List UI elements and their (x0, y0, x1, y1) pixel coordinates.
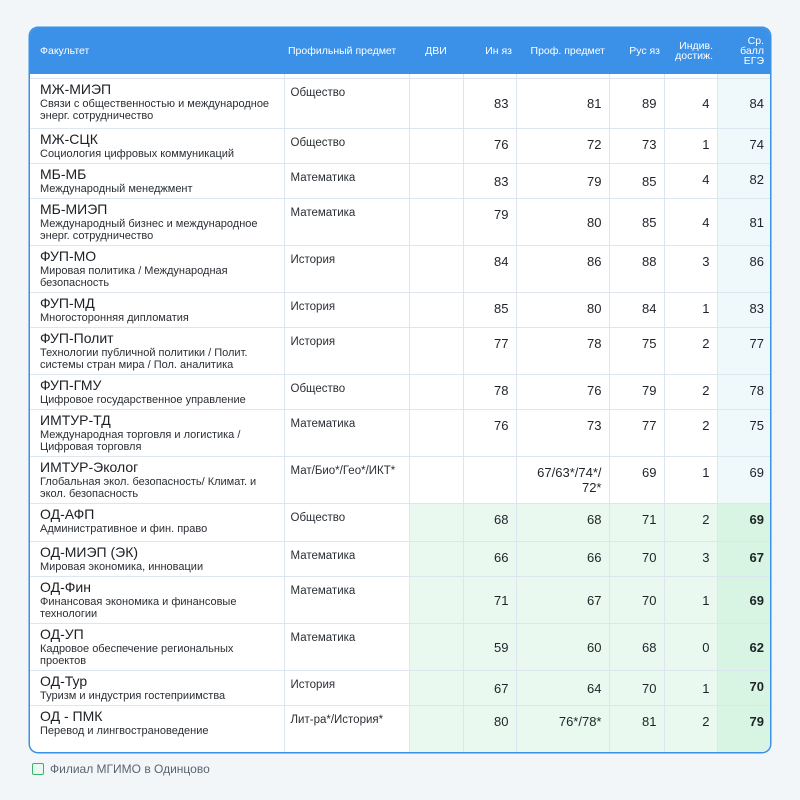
russian-cell: 73 (609, 129, 664, 164)
faculty-description: Административное и фин. право (40, 523, 208, 535)
faculty-cell (30, 129, 284, 164)
admission-scores-table (30, 28, 770, 752)
faculty-cell (30, 246, 284, 293)
russian-cell: 88 (609, 246, 664, 293)
individual-achievements-cell: 2 (664, 504, 717, 542)
dvi-cell (409, 293, 463, 328)
faculty-code: ИМТУР-ТД (40, 412, 111, 428)
legend (32, 762, 210, 776)
faculty-description: Перевод и лингвострановедение (40, 725, 209, 737)
faculty-cell (30, 293, 284, 328)
individual-achievements-cell: 2 (664, 375, 717, 410)
faculty-code: ОД-УП (40, 626, 84, 642)
foreign-language-cell: 83 (463, 79, 516, 129)
dvi-cell (409, 504, 463, 542)
table-row (30, 504, 770, 542)
profile-subject-cell: Мат/Био*/Гео*/ИКТ* (284, 457, 409, 504)
individual-achievements-cell: 1 (664, 577, 717, 624)
header-profile-subject[interactable]: Профильный предмет (284, 28, 409, 74)
faculty-cell (30, 577, 284, 624)
dvi-cell (409, 577, 463, 624)
foreign-language-cell: 79 (463, 199, 516, 246)
faculty-cell (30, 706, 284, 753)
faculty-code: ИМТУР-Эколог (40, 459, 139, 475)
faculty-cell (30, 328, 284, 375)
table-row (30, 542, 770, 577)
foreign-language-cell: 84 (463, 246, 516, 293)
faculty-description: Многосторонняя дипломатия (40, 312, 189, 324)
prof-subject-cell: 80 (516, 293, 609, 328)
profile-subject-cell: Математика (284, 410, 409, 457)
prof-subject-cell: 72 (516, 129, 609, 164)
dvi-cell (409, 671, 463, 706)
profile-subject-cell: Математика (284, 577, 409, 624)
average-score-cell: 78 (717, 375, 770, 410)
individual-achievements-cell: 3 (664, 542, 717, 577)
faculty-description: Социология цифровых коммуникаций (40, 148, 235, 160)
foreign-language-cell: 76 (463, 129, 516, 164)
russian-cell: 71 (609, 504, 664, 542)
table-row (30, 129, 770, 164)
header-russian[interactable]: Рус яз (609, 28, 664, 74)
results-table-card (30, 28, 770, 752)
individual-achievements-cell: 2 (664, 706, 717, 753)
table-row (30, 577, 770, 624)
profile-subject-cell: Математика (284, 164, 409, 199)
foreign-language-cell: 68 (463, 504, 516, 542)
individual-achievements-cell: 2 (664, 410, 717, 457)
individual-achievements-cell: 1 (664, 671, 717, 706)
dvi-cell (409, 129, 463, 164)
average-score-cell: 69 (717, 577, 770, 624)
individual-achievements-cell: 4 (664, 79, 717, 129)
faculty-cell (30, 410, 284, 457)
russian-cell: 70 (609, 542, 664, 577)
foreign-language-cell: 77 (463, 328, 516, 375)
average-score-cell: 81 (717, 199, 770, 246)
dvi-cell (409, 706, 463, 753)
profile-subject-cell: История (284, 293, 409, 328)
prof-subject-cell: 68 (516, 504, 609, 542)
average-score-cell: 69 (717, 504, 770, 542)
profile-subject-cell: Общество (284, 375, 409, 410)
average-score-cell: 86 (717, 246, 770, 293)
faculty-description: Мировая экономика, инновации (40, 561, 204, 573)
average-score-cell: 70 (717, 671, 770, 706)
faculty-description: Мировая политика / Международная безопасность (40, 265, 228, 289)
prof-subject-cell: 79 (516, 164, 609, 199)
russian-cell: 81 (609, 706, 664, 753)
foreign-language-cell: 78 (463, 375, 516, 410)
average-score-cell: 69 (717, 457, 770, 504)
table-row (30, 328, 770, 375)
russian-cell: 84 (609, 293, 664, 328)
foreign-language-cell (463, 457, 516, 504)
faculty-description: Международный бизнес и международное энерг. сотрудничество (40, 218, 258, 242)
header-dvi[interactable]: ДВИ (409, 28, 463, 74)
individual-achievements-cell: 3 (664, 246, 717, 293)
faculty-code: ОД-АФП (40, 506, 95, 522)
faculty-description: Международная торговля и логистика / Цифровая торговля (40, 429, 241, 453)
russian-cell: 85 (609, 164, 664, 199)
russian-cell: 89 (609, 79, 664, 129)
profile-subject-cell: Лит-ра*/История* (284, 706, 409, 753)
faculty-cell (30, 164, 284, 199)
header-individual-achievements[interactable]: Индив. достиж. (664, 28, 717, 74)
profile-subject-cell: История (284, 671, 409, 706)
faculty-description: Глобальная экол. безопасность/ Климат. и экол. безопасность (40, 476, 257, 500)
dvi-cell (409, 164, 463, 199)
foreign-language-cell: 76 (463, 410, 516, 457)
prof-subject-cell: 73 (516, 410, 609, 457)
faculty-code: ФУП-МО (40, 248, 97, 264)
profile-subject-cell: Математика (284, 199, 409, 246)
prof-subject-cell: 67/63*/74*/ 72* (516, 457, 609, 504)
faculty-description: Технологии публичной политики / Полит. системы стран мира / Пол. аналитика (40, 347, 248, 371)
header-faculty[interactable]: Факультет (30, 28, 284, 74)
header-average-score[interactable]: Ср. балл ЕГЭ (717, 28, 770, 74)
table-row (30, 624, 770, 671)
faculty-code: МЖ-СЦК (40, 131, 98, 147)
foreign-language-cell: 59 (463, 624, 516, 671)
average-score-cell: 62 (717, 624, 770, 671)
faculty-description: Финансовая экономика и финансовые технологии (40, 596, 237, 620)
russian-cell: 68 (609, 624, 664, 671)
faculty-description: Кадровое обеспечение региональных проектов (40, 643, 234, 667)
faculty-cell (30, 199, 284, 246)
russian-cell: 85 (609, 199, 664, 246)
legend-label: Филиал МГИМО в Одинцово (50, 762, 210, 776)
table-row (30, 375, 770, 410)
individual-achievements-cell: 4 (664, 164, 717, 199)
prof-subject-cell: 60 (516, 624, 609, 671)
table-row (30, 246, 770, 293)
table-header-row (30, 28, 770, 74)
table-row (30, 706, 770, 753)
faculty-cell (30, 671, 284, 706)
prof-subject-cell: 64 (516, 671, 609, 706)
dvi-cell (409, 457, 463, 504)
dvi-cell (409, 375, 463, 410)
average-score-cell: 77 (717, 328, 770, 375)
russian-cell: 69 (609, 457, 664, 504)
average-score-cell: 82 (717, 164, 770, 199)
foreign-language-cell: 71 (463, 577, 516, 624)
prof-subject-cell: 66 (516, 542, 609, 577)
table-row (30, 293, 770, 328)
table-row (30, 199, 770, 246)
foreign-language-cell: 83 (463, 164, 516, 199)
individual-achievements-cell: 0 (664, 624, 717, 671)
average-score-cell: 84 (717, 79, 770, 129)
individual-achievements-cell: 1 (664, 293, 717, 328)
individual-achievements-cell: 2 (664, 328, 717, 375)
table-row (30, 410, 770, 457)
faculty-code: ОД-Фин (40, 579, 91, 595)
profile-subject-cell: История (284, 328, 409, 375)
foreign-language-cell: 67 (463, 671, 516, 706)
faculty-cell (30, 542, 284, 577)
table-row (30, 671, 770, 706)
legend-swatch (32, 763, 44, 775)
average-score-cell: 75 (717, 410, 770, 457)
average-score-cell: 79 (717, 706, 770, 753)
faculty-cell (30, 375, 284, 410)
faculty-code: ОД-МИЭП (ЭК) (40, 544, 139, 560)
table-row (30, 457, 770, 504)
dvi-cell (409, 328, 463, 375)
dvi-cell (409, 199, 463, 246)
average-score-cell: 67 (717, 542, 770, 577)
faculty-description: Связи с общественностью и международное энерг. сотрудничество (40, 98, 270, 122)
faculty-cell (30, 79, 284, 129)
dvi-cell (409, 410, 463, 457)
profile-subject-cell: Общество (284, 79, 409, 129)
faculty-code: ОД - ПМК (40, 708, 103, 724)
table-row (30, 79, 770, 129)
dvi-cell (409, 246, 463, 293)
faculty-code: ФУП-МД (40, 295, 95, 311)
prof-subject-cell: 76 (516, 375, 609, 410)
individual-achievements-cell: 1 (664, 457, 717, 504)
russian-cell: 79 (609, 375, 664, 410)
foreign-language-cell: 80 (463, 706, 516, 753)
dvi-cell (409, 79, 463, 129)
faculty-code: ФУП-ГМУ (40, 377, 102, 393)
faculty-description: Туризм и индустрия гостеприимства (40, 690, 226, 702)
header-foreign-language[interactable]: Ин яз (463, 28, 516, 74)
prof-subject-cell: 86 (516, 246, 609, 293)
faculty-code: ФУП-Полит (40, 330, 114, 346)
individual-achievements-cell: 1 (664, 129, 717, 164)
dvi-cell (409, 624, 463, 671)
foreign-language-cell: 66 (463, 542, 516, 577)
faculty-description: Цифровое государственное управление (40, 394, 246, 406)
faculty-code: МБ-МБ (40, 166, 87, 182)
average-score-cell: 74 (717, 129, 770, 164)
faculty-code: МЖ-МИЭП (40, 81, 112, 97)
dvi-cell (409, 542, 463, 577)
profile-subject-cell: История (284, 246, 409, 293)
prof-subject-cell: 80 (516, 199, 609, 246)
foreign-language-cell: 85 (463, 293, 516, 328)
russian-cell: 70 (609, 671, 664, 706)
faculty-code: МБ-МИЭП (40, 201, 108, 217)
prof-subject-cell: 78 (516, 328, 609, 375)
table-row (30, 164, 770, 199)
faculty-cell (30, 624, 284, 671)
russian-cell: 77 (609, 410, 664, 457)
faculty-description: Международный менеджмент (40, 183, 193, 195)
individual-achievements-cell: 4 (664, 199, 717, 246)
profile-subject-cell: Общество (284, 504, 409, 542)
average-score-cell: 83 (717, 293, 770, 328)
faculty-code: ОД-Тур (40, 673, 88, 689)
profile-subject-cell: Общество (284, 129, 409, 164)
profile-subject-cell: Математика (284, 542, 409, 577)
prof-subject-cell: 76*/78* (516, 706, 609, 753)
faculty-cell (30, 457, 284, 504)
header-prof-subject[interactable]: Проф. предмет (516, 28, 609, 74)
russian-cell: 70 (609, 577, 664, 624)
profile-subject-cell: Математика (284, 624, 409, 671)
prof-subject-cell: 67 (516, 577, 609, 624)
prof-subject-cell: 81 (516, 79, 609, 129)
faculty-cell (30, 504, 284, 542)
russian-cell: 75 (609, 328, 664, 375)
